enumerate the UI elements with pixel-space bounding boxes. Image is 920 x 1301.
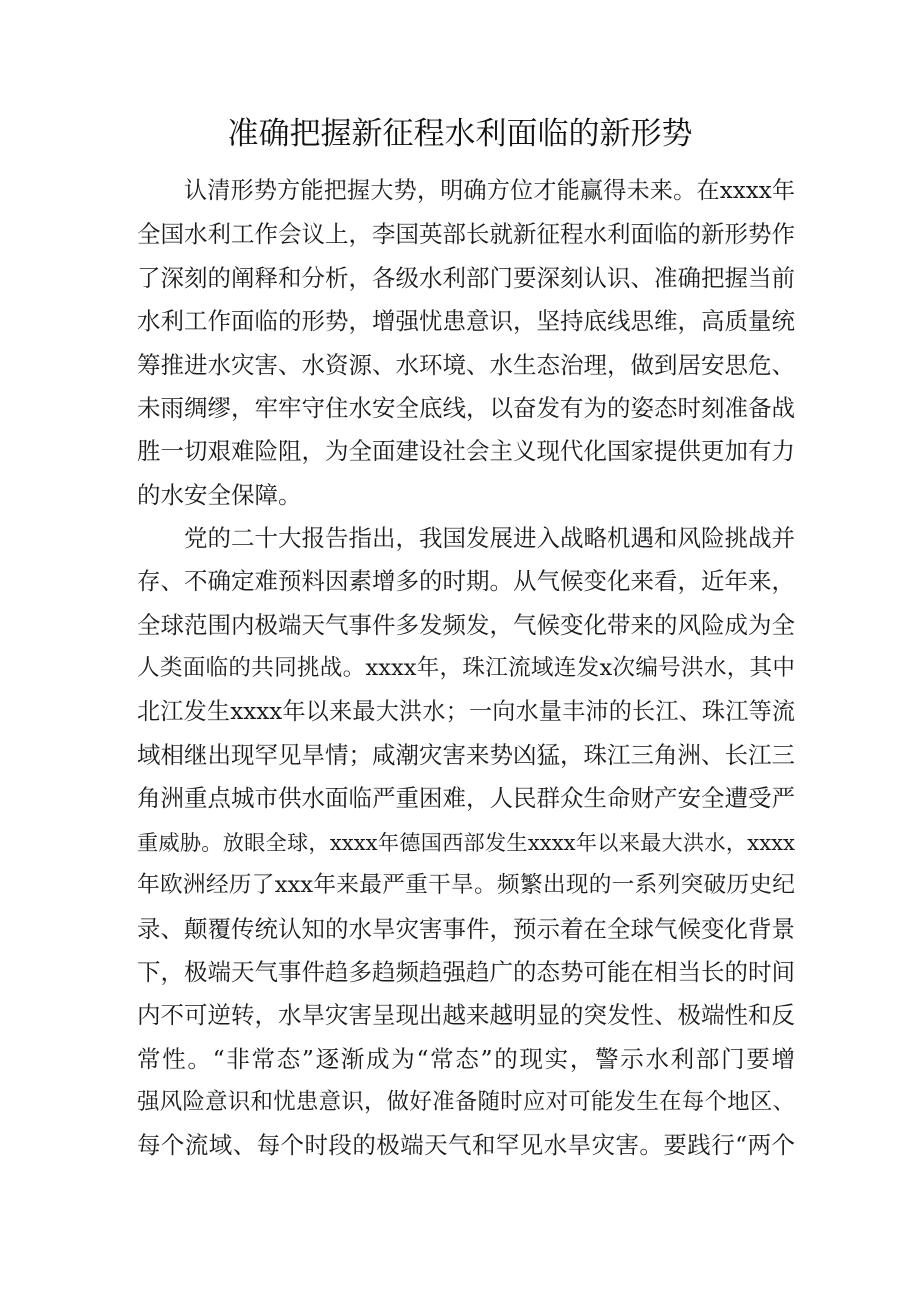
document-title: 准确把握新征程水利面临的新形势 bbox=[227, 116, 693, 152]
paragraph-line: 下，极端天气事件趋多趋频趋强趋广的态势可能在相当长的时间 bbox=[137, 957, 795, 986]
paragraph-line: 内不可逆转，水旱灾害呈现出越来越明显的突发性、极端性和反 bbox=[137, 1001, 795, 1030]
paragraph-line: 的水安全保障。 bbox=[137, 480, 302, 509]
paragraph-line: 年欧洲经历了xxx年来最严重干旱。频繁出现的一系列突破历史纪 bbox=[137, 872, 795, 899]
paragraph-line: 全球范围内极端天气事件多发频发，气候变化带来的风险成为全 bbox=[137, 610, 795, 639]
paragraph-line: 未雨绸缪，牢牢守住水安全底线，以奋发有为的姿态时刻准备战 bbox=[137, 393, 795, 422]
paragraph-line: 全国水利工作会议上，李国英部长就新征程水利面临的新形势作 bbox=[137, 220, 795, 249]
paragraph-line: 筹推进水灾害、水资源、水环境、水生态治理，做到居安思危、 bbox=[137, 350, 795, 379]
paragraph-line: 水利工作面临的形势，增强忧患意识，坚持底线思维，高质量统 bbox=[137, 307, 795, 336]
paragraph-line: 北江发生xxxx年以来最大洪水；一向水量丰沛的长江、珠江等流 bbox=[137, 698, 795, 725]
paragraph-line: 胜一切艰难险阻，为全面建设社会主义现代化国家提供更加有力 bbox=[137, 437, 795, 466]
paragraph-line: 存、不确定难预料因素增多的时期。从气候变化来看，近年来， bbox=[137, 567, 795, 596]
paragraph-line: 人类面临的共同挑战。xxxx年，珠江流域连发x次编号洪水，其中 bbox=[137, 655, 795, 682]
paragraph-line: 认清形势方能把握大势，明确方位才能赢得未来。在xxxx年 bbox=[184, 178, 795, 204]
paragraph-line: 重威胁。放眼全球，xxxx年德国西部发生xxxx年以来最大洪水，xxxx bbox=[137, 829, 795, 855]
paragraph-line: 党的二十大报告指出，我国发展进入战略机遇和风险挑战并 bbox=[184, 524, 795, 552]
paragraph-line: 强风险意识和忧患意识，做好准备随时应对可能发生在每个地区、 bbox=[137, 1089, 795, 1116]
paragraph-1 bbox=[137, 170, 795, 517]
paragraph-line: 常性。“非常态”逐渐成为“常态”的现实，警示水利部门要增 bbox=[137, 1044, 795, 1073]
paragraph-line: 角洲重点城市供水面临严重困难，人民群众生命财产安全遭受严 bbox=[137, 784, 795, 813]
paragraph-2 bbox=[137, 517, 795, 1168]
paragraph-line: 录、颠覆传统认知的水旱灾害事件，预示着在全球气候变化背景 bbox=[137, 914, 795, 943]
paragraph-line: 域相继出现罕见旱情；咸潮灾害来势凶猛，珠江三角洲、长江三 bbox=[137, 740, 795, 769]
paragraph-line: 了深刻的阐释和分析，各级水利部门要深刻认识、准确把握当前 bbox=[137, 263, 795, 292]
paragraph-line: 每个流域、每个时段的极端天气和罕见水旱灾害。要践行“两个 bbox=[137, 1131, 795, 1160]
